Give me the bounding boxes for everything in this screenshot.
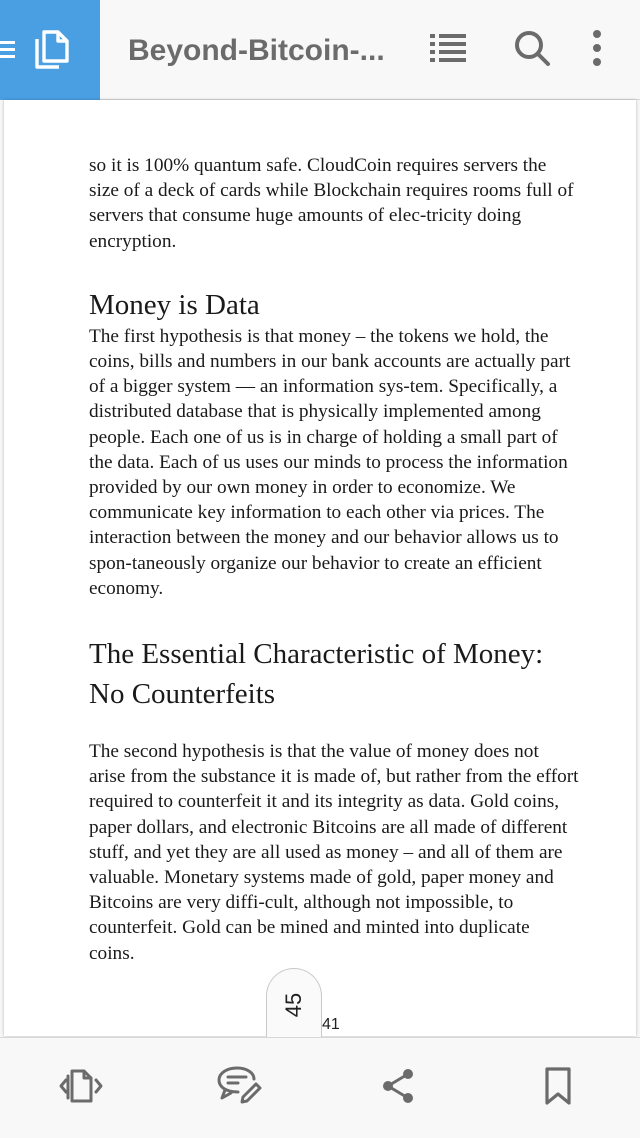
printed-page-number: 41	[322, 1016, 340, 1033]
page-content	[89, 153, 579, 966]
search-icon	[513, 29, 551, 72]
bottom-toolbar	[0, 1037, 640, 1138]
more-vertical-icon	[592, 30, 602, 71]
document-title: Beyond-Bitcoin-...	[128, 34, 385, 67]
more-options-button[interactable]	[573, 26, 621, 74]
section-heading-no-counterfeits: The Essential Characteristic of Money: No Counterfeits	[89, 638, 544, 711]
table-of-contents-button[interactable]	[424, 26, 472, 74]
page-navigation-icon	[59, 1068, 103, 1109]
page-navigation-button[interactable]	[57, 1064, 105, 1112]
share-icon	[380, 1067, 416, 1110]
section-heading-money-is-data: Money is Data	[89, 288, 260, 321]
bookmark-button[interactable]	[534, 1064, 582, 1112]
top-app-bar	[0, 0, 640, 100]
page-scroll-indicator[interactable]	[266, 968, 322, 1040]
section-paragraph-money-is-data: The first hypothesis is that money – the tokens we hold, the coins, bills and numbers in our bank accounts are actually part of a bigger system — an information sys-tem. Specifically, a distributed database that is physically implemented among people. Each one of us is in charge of holding a small part of the data. Each of us uses our minds to process the information provided by our own money in order to economize. We communicate key information to each other via prices. The interaction between the money and our behavior allows us to spon-taneously organize our behavior to create an efficient economy.	[89, 325, 571, 599]
bookmark-icon	[544, 1066, 572, 1111]
intro-paragraph: so it is 100% quantum safe. CloudCoin requires servers the size of a deck of cards while Blockchain requires rooms full of servers that consume huge amounts of elec-tricity doing encryption.	[89, 155, 574, 252]
menu-icon	[0, 40, 18, 65]
search-button[interactable]	[508, 26, 556, 74]
table-of-contents-icon	[430, 32, 466, 69]
current-page-number: 45	[280, 992, 306, 1017]
comment-icon	[216, 1066, 262, 1111]
section-paragraph-no-counterfeits: The second hypothesis is that the value of money does not arise from the substance it is made of, but rather from the effort required to counterfeit it and its integrity as data. Gold coins, paper dollars, and electronic Bitcoins are all made of different stuff, and yet they are all used as money – and all of them are valuable. Monetary systems made of gold, paper money and Bitcoins are very diffi-cult, although not impossible, to counterfeit. Gold can be mined and minted into duplicate coins.	[89, 741, 579, 964]
comment-button[interactable]	[215, 1064, 263, 1112]
document-list-button[interactable]	[0, 0, 100, 100]
document-icon	[31, 29, 71, 76]
share-button[interactable]	[374, 1064, 422, 1112]
